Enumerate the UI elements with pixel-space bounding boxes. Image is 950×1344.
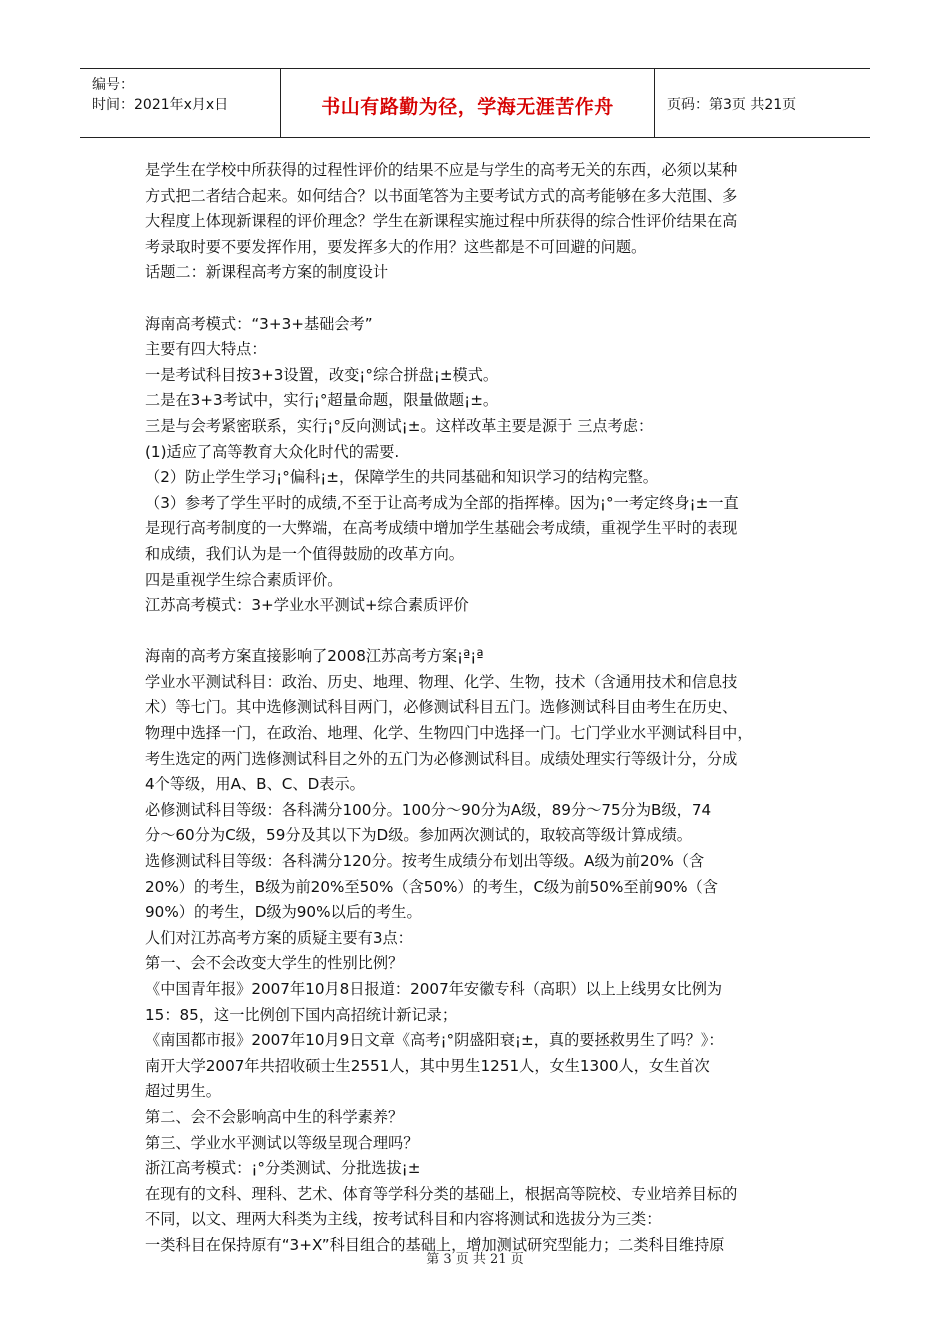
body-line: 一类科目在保持原有“3+X”科目组合的基础上，增加测试研究型能力；二类科目维持原 [145, 1235, 725, 1254]
body-line: （2）防止学生学习¡°偏科¡±，保障学生的共同基础和知识学习的结构完整。 [145, 468, 658, 487]
body-line: 4个等级，用A、B、C、D表示。 [145, 775, 365, 794]
body-line: 第三、学业水平测试以等级呈现合理吗？ [145, 1133, 419, 1152]
body-line: 一是考试科目按3+3设置，改变¡°综合拼盘¡±模式。 [145, 365, 499, 384]
body-line: 考录取时要不要发挥作用，要发挥多大的作用？这些都是不可回避的问题。 [145, 237, 647, 256]
body-line [145, 619, 815, 645]
body-line: 必修测试科目等级：各科满分100分。100分～90分为A级，89分～75分为B级，74 [145, 800, 712, 819]
body-line: 话题二：新课程高考方案的制度设计 [145, 263, 388, 282]
body-line: 第二、会不会影响高中生的科学素养？ [145, 1107, 404, 1126]
motto-text: 书山有路勤为径，学海无涯苦作舟 [321, 96, 614, 118]
body-line: 大程度上体现新课程的评价理念？学生在新课程实施过程中所获得的综合性评价结果在高 [145, 212, 738, 231]
body-line: 浙江高考模式：¡°分类测试、分批选拔¡± [145, 1159, 421, 1178]
body-line [145, 286, 815, 312]
body-line: 江苏高考模式：3+学业水平测试+综合素质评价 [145, 596, 469, 615]
page-info: 页码：第3页 共21页 [667, 97, 797, 113]
body-line: 四是重视学生综合素质评价。 [145, 570, 343, 589]
body-line: 不同，以文、理两大科类为主线，按考试科目和内容将测试和选拔分为三类： [145, 1210, 662, 1229]
body-line: 选修测试科目等级：各科满分120分。按考生成绩分布划出等级。A级为前20%（含 [145, 852, 705, 871]
body-line: 超过男生。 [145, 1082, 221, 1101]
header-page-cell [655, 69, 870, 137]
body-line: 90%）的考生，D级为90%以后的考生。 [145, 903, 422, 922]
body-line: (1)适应了高等教育大众化时代的需要. [145, 442, 400, 461]
page-footer: 第 3 页 共 21 页 [426, 1252, 524, 1267]
body-line: 和成绩，我们认为是一个值得鼓励的改革方向。 [145, 544, 464, 563]
body-line: 是学生在学校中所获得的过程性评价的结果不应是与学生的高考无关的东西，必须以某种 [145, 161, 738, 179]
body-line: 《南国都市报》2007年10月9日文章《高考¡°阴盛阳衰¡±，真的要拯救男生了吗？》： [145, 1031, 724, 1050]
body-line: 人们对江苏高考方案的质疑主要有3点： [145, 928, 413, 947]
body-line: 20%）的考生，B级为前20%至50%（含50%）的考生，C级为前50%至前90%（含 [145, 877, 718, 896]
body-line: 15：85，这一比例创下国内高招统计新记录； [145, 1005, 458, 1024]
body-line: 三是与会考紧密联系，实行¡°反向测试¡±。这样改革主要是源于 三点考虑： [145, 416, 654, 435]
body-line: 《中国青年报》2007年10月8日报道：2007年安徽专科（高职）以上上线男女比例为 [145, 980, 723, 998]
body-line: 是现行高考制度的一大弊端，在高考成绩中增加学生基础会考成绩，重视学生平时的表现 [145, 519, 738, 538]
body-line: 术）等七门。其中选修测试科目两门，必修测试科目五门。选修测试科目由考生在历史、 [145, 698, 738, 717]
document-header [80, 68, 870, 138]
body-line: 方式把二者结合起来。如何结合？以书面笔答为主要考试方式的高考能够在多大范围、多 [145, 186, 738, 205]
body-line: 在现有的文科、理科、艺术、体育等学科分类的基础上，根据高等院校、专业培养目标的 [145, 1184, 738, 1203]
body-line: 南开大学2007年共招收硕士生2551人，其中男生1251人，女生1300人，女生首次 [145, 1056, 710, 1075]
body-line: 二是在3+3考试中，实行¡°超量命题，限量做题¡±。 [145, 391, 499, 410]
body-line: 考生选定的两门选修测试科目之外的五门为必修测试科目。成绩处理实行等级计分，分成 [145, 749, 738, 768]
body-line: （3）参考了学生平时的成绩,不至于让高考成为全部的指挥棒。因为¡°一考定终身¡±一直 [145, 493, 739, 512]
body-line: 第一、会不会改变大学生的性别比例？ [145, 954, 404, 973]
header-meta-cell [80, 69, 281, 137]
document-body [145, 158, 815, 1259]
body-line: 物理中选择一门，在政治、地理、化学、生物四门中选择一门。七门学业水平测试科目中， [145, 724, 753, 743]
body-line: 分～60分为C级，59分及其以下为D级。参加两次测试的，取较高等级计算成绩。 [145, 826, 692, 845]
number-label: 编号： [92, 77, 134, 93]
body-line: 海南高考模式：“3+3+基础会考” [145, 314, 373, 333]
body-line: 主要有四大特点： [145, 340, 267, 359]
date-label: 时间：2021年x月x日 [92, 97, 229, 113]
header-motto-cell [281, 69, 655, 137]
body-line: 海南的高考方案直接影响了2008江苏高考方案¡ª¡ª [145, 647, 484, 666]
body-line: 学业水平测试科目：政治、历史、地理、物理、化学、生物，技术（含通用技术和信息技 [145, 672, 738, 691]
